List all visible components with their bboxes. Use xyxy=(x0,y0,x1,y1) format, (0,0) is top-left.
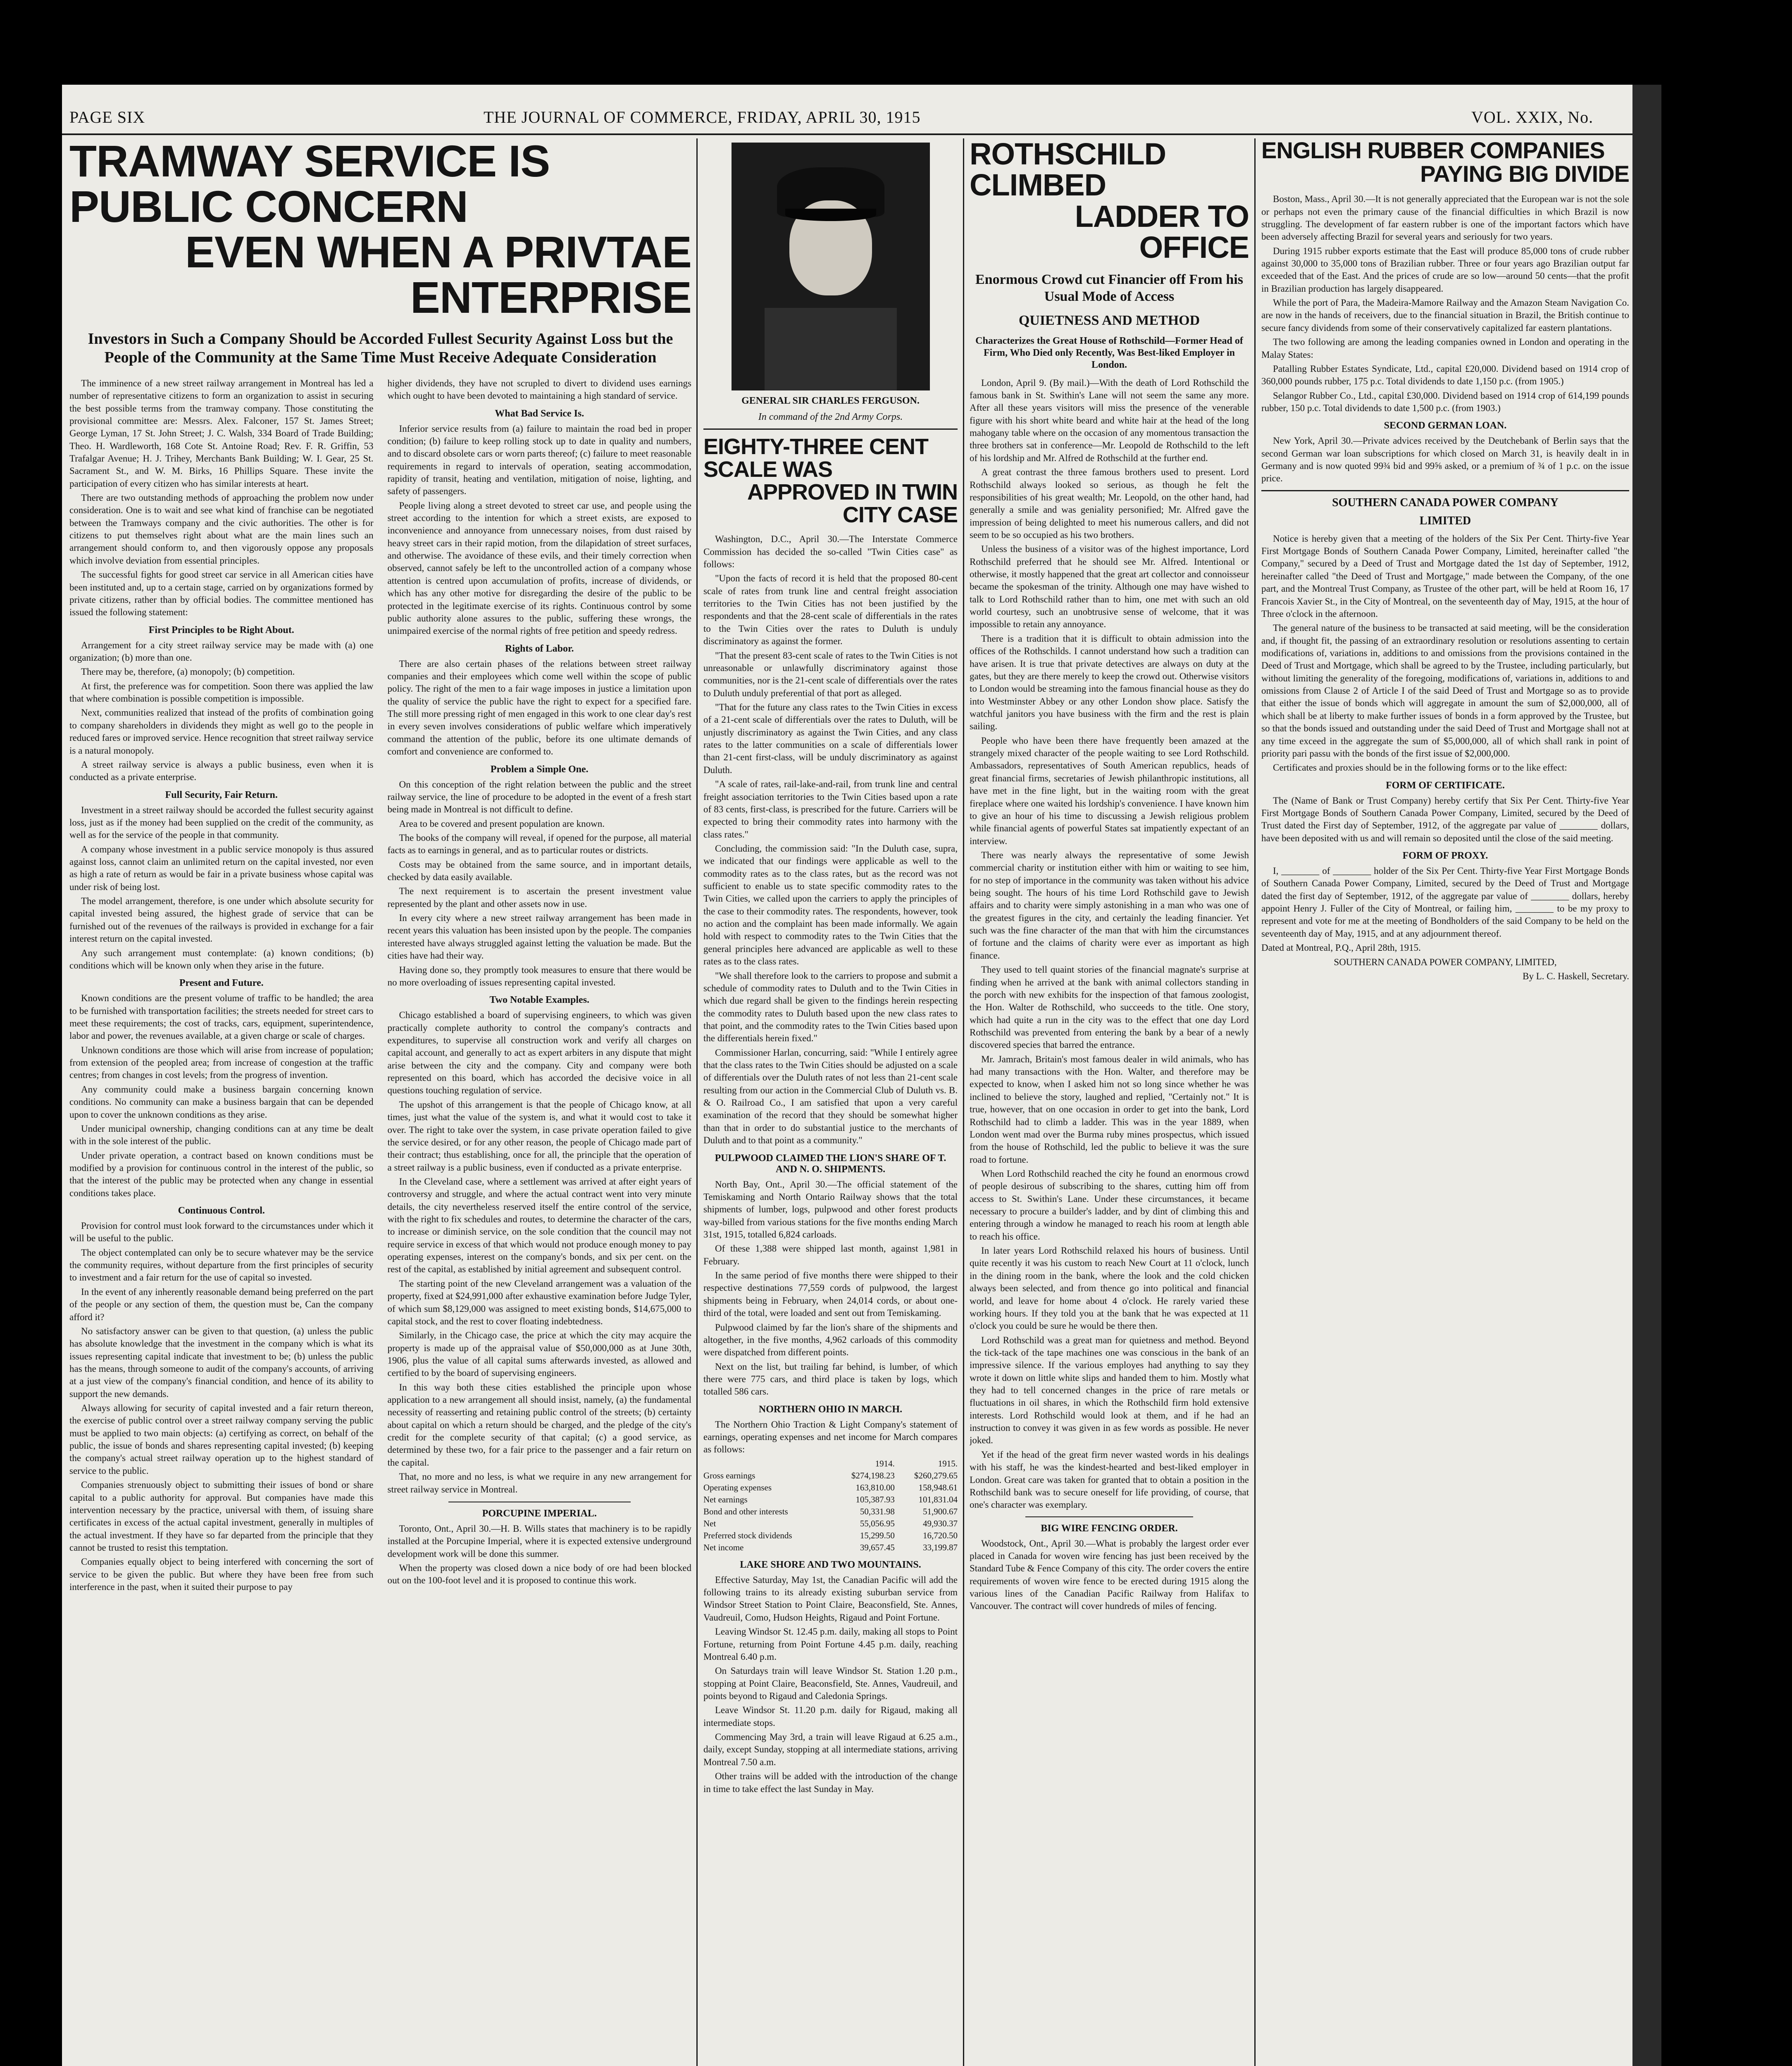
notice-title-2: LIMITED xyxy=(1419,514,1471,527)
paragraph: The starting point of the new Cleveland arrangement was a valuation of the property, fixed at $24,991,000 after exhaustive examination before Judge Tyler, of which sum $8,129,000 was assigned to meet existing bonds, $14,675,000 to capital stock, and the rest to cover floating indebtedness. xyxy=(387,1278,691,1326)
table-row xyxy=(703,1542,958,1554)
table-cell: 105,387.93 xyxy=(855,1494,895,1504)
paragraph: Chicago established a board of supervising engineers, to which was given practically complete authority to control the company's contracts and expenditures, to supervise all construction work and verify all charges on capital account, and generally to act as expert arbiters in any dispute that might arise between the city and the company. City and company were both represented on this board, which has accorded the decisive voice in all questions touching regulation of service. xyxy=(387,1010,691,1096)
paragraph: There is a tradition that it is difficult to obtain admission into the offices of the Rothschilds. I cannot understand how such a tradition can have arisen. It is true that private detectives are always on duty at the gates, but they are there merely to keep the crowd out. Otherwise visitors to London would be streaming into the famous financial house as they do into Westminster Abbey or any other London show place. Satisfy the watchful janitors you have business with the firm and the rest is plain sailing. xyxy=(970,633,1249,732)
table-cell: 163,810.00 xyxy=(855,1482,895,1492)
paragraph: Provision for control must look forward to the circumstances under which it will be useful to the public. xyxy=(69,1221,374,1244)
newspaper-page xyxy=(62,85,1632,2066)
paragraph: The general nature of the business to be transacted at said meeting, will be the consideration and, if thought fit, the passing of an extraordinary resolution or resolutions assenting to certain modifications of, variations in, additions to and omissions from the provisions contained in the Deed of Trust and Mortgage, which shall be agreed to by the Trustee, including particularly, but without limiting the generality of the foregoing, modifications of, variations in, additions to and omissions from Clause 2 of Article I of the said Deed of Trust and Mortgage so as to provide that either the issue of bonds which will aggregate in amount the sum of $2,000,000, all of which shall be at liberty to make further issues of bonds in a form approved by the Trustee, but so that the bonds issued and outstanding under the said Deed of Trust and Mortgage shall not at any time exceed in the aggregate the sum of $5,000,000, all of which shall rank in point of priority pari passu with the bonds of the first issue of $2,000,000. xyxy=(1261,623,1629,759)
paragraph: "We shall therefore look to the carriers to propose and submit a schedule of commodity rates to Duluth and to the Twin Cities in which due regard shall be given to the findings herein respecting the commodity rates to Duluth based upon the new class rates to that point, and the commodity rates to the Twin Cities based upon the differentials herein fixed." xyxy=(703,970,958,1044)
table-cell: Net xyxy=(703,1518,716,1528)
separator xyxy=(1025,1516,1193,1517)
paragraph: When the property was closed down a nice body of ore had been blocked out on the 100-foot level and it is proposed to continue this work. xyxy=(387,1563,691,1586)
dated-line: Dated at Montreal, P.Q., April 28th, 1915. xyxy=(1261,943,1421,953)
paragraph: Unless the business of a visitor was of the highest importance, Lord Rothschild preferred that he should see Mr. Alfred. Intentional or otherwise, it mostly happened that the great art collector and connoisseur became the spokesman of the trinity. Although one may have wished to talk to Lord Rothschild rather than to him, one met with such an old world courtesy, such an unobtrusive sense of welcome, that it was impossible to retain any annoyance. xyxy=(970,544,1249,630)
paragraph: Area to be covered and present population are known. xyxy=(399,818,605,829)
paragraph: There was nearly always the representative of some Jewish commercial charity or institution either with him or waiting to see him, for no step of importance in the community was taken without his advice being sought. The hours of his time Lord Rothschild gave to Jewish affairs and to charity were simply astonishing in a man who was one of the greatest figures in the city, and certainly the leading financier. Yet such was the fine character of the man that with him the circumstances of fortune and the claims of charity were ever as important as high finance. xyxy=(970,850,1249,961)
paragraph: In the same period of five months there were shipped to their respective destinations 77,559 cords of pulpwood, the largest shipments being in February, when 24,014 cords, or about one-third of the total, were loaded and sent out from Temiskaming. xyxy=(703,1270,958,1319)
column-rule xyxy=(1254,138,1256,2066)
subhead: Rights of Labor. xyxy=(505,643,574,654)
paragraph: In later years Lord Rothschild relaxed his hours of business. Until quite recently it was his custom to reach New Court at 11 o'clock, lunch in the dining room in the bank, where the look and the cold chicken always been selected, and from thence go into political and financial world, and leave for home about 4 o'clock. He rarely varied these working hours. If they told you at the bank that he was expected at 11 o'clock you could be sure he would be there then. xyxy=(970,1245,1249,1331)
tramway-headline-1: TRAMWAY SERVICE IS PUBLIC CONCERN xyxy=(69,138,550,232)
rothschild-headline-1: ROTHSCHILD CLIMBED xyxy=(970,138,1166,202)
table-cell: 51,900.67 xyxy=(923,1506,958,1516)
table-header-cell: 1914. xyxy=(875,1458,895,1469)
right-column xyxy=(1261,138,1629,2066)
paragraph: Any community could make a business bargain concerning known conditions. No community can make a business bargain that can be depended upon to cover the unknown conditions as they arise. xyxy=(69,1084,374,1120)
paragraph: higher dividends, they have not scrupled to divert to dividend uses earnings which ought to have been devoted to maintaining a high standard of service. xyxy=(387,378,691,401)
paragraph: The model arrangement, therefore, is one under which absolute security for capital invested being assured, the highest grade of service that can be furnished out of the revenues of the railways is provided in exchange for a fair interest return on the capital invested. xyxy=(69,896,374,944)
german-loan-title: SECOND GERMAN LOAN. xyxy=(1384,420,1507,431)
tramway-columns xyxy=(69,377,691,1595)
paragraph: Similarly, in the Chicago case, the price at which the city may acquire the property is made up of the appraisal value of $50,000,000 as at June 30th, 1906, plus the value of all capital sums afterwards invested, as allowed and certified to by the board of supervising engineers. xyxy=(387,1330,691,1378)
paragraph: Boston, Mass., April 30.—It is not generally appreciated that the European war is not the sole or perhaps not even the primary cause of the financial difficulties in which Brazil is now struggling. The development of far eastern rubber is one of the important factors which have been adversely affecting Brazil for several years and seriously for two years. xyxy=(1261,194,1629,242)
paper-date-line: THE JOURNAL OF COMMERCE, FRIDAY, APRIL 30, 1915 xyxy=(484,108,921,126)
table-cell: $274,198.23 xyxy=(851,1470,895,1480)
signoff-secretary: By L. C. Haskell, Secretary. xyxy=(1523,971,1629,981)
photo-caption: GENERAL SIR CHARLES FERGUSON. xyxy=(741,395,920,406)
fencing-title: BIG WIRE FENCING ORDER. xyxy=(1041,1523,1178,1534)
paragraph: London, April 9. (By mail.)—With the death of Lord Rothschild the famous bank in St. Swithin's Lane will not seem the same any more. After all these years visitors will miss the presence of the venerable figure with his short white beard and white hair at the head of the long mahogany table where on the occasion of any momentous transaction the three brothers sat in conference—Mr. Leopold de Rothschild to the left of his lordship and Mr. Alfred de Rothschild at the further end. xyxy=(970,377,1249,463)
paragraph: Next, communities realized that instead of the profits of combination going to company shareholders in dividends they might as well go to the people in reduced fares or improved service. Hence recognition that street railway service is a natural monopoly. xyxy=(69,707,374,756)
paragraph: Arrangement for a city street railway service may be made with (a) one organization; (b) more than one. xyxy=(69,640,374,663)
paragraph: Costs may be obtained from the same source, and in important details, checked by data easily available. xyxy=(387,859,691,883)
paragraph: Investment in a street railway should be accorded the fullest security against loss, just as if the money had been supplied on the credit of the community, as well as for the service of the people in that community. xyxy=(69,805,374,840)
separator xyxy=(703,428,958,430)
uniform-shape xyxy=(765,308,897,390)
table-cell: Net income xyxy=(703,1542,744,1552)
paragraph: Concluding, the commission said: "In the Duluth case, supra, we indicated that our findings were applicable as well to the commodity rates as to the class rates, but as the record was not sufficient to enable us to state specific commodity rates to the Twin Cities, we called upon the carriers to apply the principles of the case to their commodity rates. The respondents, however, took no action and the complaint has been made informally. We again hold with respect to commodity rates to the Twin Cities that the general principles here advanced are applicable as well to these rates as to the class rates. xyxy=(703,843,958,967)
subhead: Two Notable Examples. xyxy=(489,995,590,1006)
paragraph: A company whose investment in a public service monopoly is thus assured against loss, cannot claim an unlimited return on the capital invested, nor even as high a rate of return as would be fair in a private business whose capital was under risk of being lost. xyxy=(69,844,374,892)
rothschild-deck: Enormous Crowd cut Financier off From his Usual Mode of Access xyxy=(975,271,1243,304)
paragraph: The imminence of a new street railway arrangement in Montreal has led a number of representative citizens to form an organization to assist in securing the best possible terms from the tramway company. Those constituting the provisional committee are: Messrs. Alex. Falconer, 157 St. James Street; George Lyman, 17 St. John Street; J. C. Walsh, 334 Board of Trade Building; Theo. H. Wardleworth, 168 Cote St. Antoine Road; Rev. F. R. Griffin, 53 Trafalgar Avenue; H. J. Trihey, Merchants Bank Building; W. I. Gear, 25 St. Sacrament St., and W. M. Birks, 16 Phillips Square. These invite the participation of every citizen who has similar interests at heart. xyxy=(69,378,374,489)
paragraph: "That the present 83-cent scale of rates to the Twin Cities is not unreasonable or unlawfully discriminatory against those communities, nor is the 21-cent scale of differentials over the rates to Duluth unduly preferential of that port as alleged. xyxy=(703,650,958,698)
table-cell: Gross earnings xyxy=(703,1470,755,1480)
paragraph: On this conception of the right relation between the public and the street railway service, the line of procedure to be adopted in the event of a fresh start being made in Montreal is not difficult to define. xyxy=(387,779,691,815)
paragraph: Commencing May 3rd, a train will leave Rigaud at 6.25 a.m., daily, except Sunday, stopping at all intermediate stations, arriving Montreal 7.50 a.m. xyxy=(703,1732,958,1767)
paragraph: Leave Windsor St. 11.20 p.m. daily for Rigaud, making all intermediate stops. xyxy=(703,1705,958,1728)
rothschild-article xyxy=(970,138,1249,2066)
visor-shape xyxy=(785,209,876,221)
paragraph: No satisfactory answer can be given to that question, (a) unless the public has absolute knowledge that the investment in the company which is what its issues representing capital indicate that investment to be; (b) unless the public has the means, through someone to audit of the company's accounts, of arriving at a just view of the company's financial condition, and hence of its ability to support the new demands. xyxy=(69,1326,374,1399)
signoff: SOUTHERN CANADA POWER COMPANY, LIMITED, xyxy=(1334,957,1557,967)
paragraph: Washington, D.C., April 30.—The Interstate Commerce Commission has decided the so-called "Twin Cities case" as follows: xyxy=(703,534,958,570)
table-cell: Bond and other interests xyxy=(703,1506,788,1516)
rothschild-deck-2: QUIETNESS AND METHOD xyxy=(1018,313,1200,328)
paragraph: A great contrast the three famous brothers used to present. Lord Rothschild always looked so serious, as though he felt the responsibilities of his great wealth; Mr. Leopold, on the other hand, had generally a smile and was geniality personified; Mr. Alfred gave the impression of being delighted to meet his numerous callers, and did not seem to be so occupied as his two brothers. xyxy=(970,467,1249,540)
paragraph: The books of the company will reveal, if opened for the purpose, all material facts as to earnings in general, and as to particular routes or districts. xyxy=(387,832,691,856)
volume-number: VOL. XXIX, No. xyxy=(1471,108,1594,126)
paragraph: Patalling Rubber Estates Syndicate, Ltd., capital £20,000. Dividend based on 1914 crop of 360,000 pounds rubber, 175 p.c. Total dividends to date 1,150 p.c. (from 1905.) xyxy=(1261,363,1629,387)
paragraph: Notice is hereby given that a meeting of the holders of the Six Per Cent. Thirty-five Year First Mortgage Bonds of Southern Canada Power Company, Limited, hereinafter called "the Company," secured by a Deed of Trust and Mortgage dated the 1st day of September, 1912, hereinafter called "the Deed of Trust and Mortgage," made between the Company, of the one part, and the Montreal Trust Company, as Trustee of the other part, will be held at Room 16, 17 Francois Xavier St., in the City of Montreal, on the seventeenth day of May, 1915, at the hour of Three o'clock in the afternoon. xyxy=(1261,533,1629,619)
paragraph: Unknown conditions are those which will arise from increase of population; from extension of the peopled area; from increase of congestion at the traffic centres; from changes in cost levels; from the progress of invention. xyxy=(69,1045,374,1081)
paragraph: Selangor Rubber Co., Ltd., capital £30,000. Dividend based on 1914 crop of 614,199 pounds rubber, 150 p.c. Total dividends to date 1,500 p.c. (from 1903.) xyxy=(1261,390,1629,413)
running-header xyxy=(62,107,1632,132)
table-row xyxy=(703,1482,958,1494)
paragraph: Companies equally object to being interfered with concerning the sort of service to be given the public. But where they have been free from such interference in the past, when it suited their purpose to pay xyxy=(69,1557,374,1592)
subhead: Full Security, Fair Return. xyxy=(165,789,278,800)
paragraph: "A scale of rates, rail-lake-and-rail, from trunk line and central freight association territories to the Twin Cities based upon a rate of 83 cents, first-class, is prescribed for the future. Carriers will be expected to bring their commodity rates into harmony with the class rates." xyxy=(703,779,958,840)
photo-subcaption: In command of the 2nd Army Corps. xyxy=(758,412,903,422)
paragraph: In every city where a new street railway arrangement has been made in recent years this valuation has been insisted upon by the people. The companies interested have always struggled against letting the valuation be made. But the cities have had their way. xyxy=(387,913,691,961)
paragraph: Pulpwood claimed by far the lion's share of the shipments and altogether, in the five months, 4,962 carloads of this commodity were dispatched from different points. xyxy=(703,1322,958,1358)
table-cell: 33,199.87 xyxy=(923,1542,958,1552)
tramway-headline-2: EVEN WHEN A PRIVTAE ENTERPRISE xyxy=(185,227,691,323)
tramway-left-column xyxy=(69,377,374,1595)
rothschild-headline-2: LADDER TO OFFICE xyxy=(1075,199,1249,265)
tramway-right-column xyxy=(388,377,692,1595)
table-cell: 55,056.95 xyxy=(860,1518,895,1528)
paragraph: The upshot of this arrangement is that the people of Chicago know, at all times, just what the value of the system is, and what it would cost to take it over. The right to take over the system, in case private operation failed to give the service desired, or for any other reason, the people of Chicago made part of their contract; thus establishing, once for all, the principle that the operation of a street railway is a public business, even if conducted as a private enterprise. xyxy=(387,1099,691,1173)
paragraph: In the event of any inherently reasonable demand being preferred on the part of the people or any section of them, the question must be, Can the company afford it? xyxy=(69,1286,374,1322)
paragraph: Under private operation, a contract based on known conditions must be modified by a provision for continuous control in the interest of the public, so that the interest of the public may be protected when any change in essential conditions takes place. xyxy=(69,1150,374,1198)
paragraph: The object contemplated can only be to secure whatever may be the service the community requires, without departure from the first principles of security to investment and a fair return for the use of capital so invested. xyxy=(69,1247,374,1283)
proxy-title: FORM OF PROXY. xyxy=(1402,850,1488,862)
twin-city-headline-1: EIGHTY-THREE CENT SCALE WAS xyxy=(703,434,929,482)
rubber-headline-1: ENGLISH RUBBER COMPANIES xyxy=(1261,138,1605,163)
portrait-photo xyxy=(732,143,930,390)
table-row xyxy=(703,1470,958,1482)
paragraph: A street railway service is always a public business, even when it is conducted as a private enterprise. xyxy=(69,759,374,783)
table-cell: 49,930.37 xyxy=(923,1518,958,1528)
table-header-row xyxy=(703,1458,958,1470)
paragraph: Certificates and proxies should be in the following forms or to the like effect: xyxy=(1273,762,1567,773)
table-cell: 101,831.04 xyxy=(918,1494,958,1504)
paragraph: The next requirement is to ascertain the present investment value represented by the plant and other assets now in use. xyxy=(387,886,691,909)
paragraph: Toronto, Ont., April 30.—H. B. Wills states that machinery is to be rapidly installed at the Porcupine Imperial, where it is expected extensive underground development work will be done this summer. xyxy=(387,1523,691,1559)
table-cell: Preferred stock dividends xyxy=(703,1530,792,1540)
table-cell: 158,948.61 xyxy=(918,1482,958,1492)
certificate-title: FORM OF CERTIFICATE. xyxy=(1386,780,1505,791)
paragraph: "That for the future any class rates to the Twin Cities in excess of a 21-cent scale of differentials over the rates to Duluth, will be unjustly discriminatory as against the Twin Cities, and any class rates to the latter communities on a scale of differentials lower than 21-cent first-class, will be unduly discriminatory as against Duluth. xyxy=(703,702,958,775)
paragraph: Commissioner Harlan, concurring, said: "While I entirely agree that the class rates to the Twin Cities should be adjusted on a scale of differentials over the Duluth rates of not less than 21-cent scale resulting from our action in the Commercial Club of Duluth vs. B. & O. Railroad Co., I am satisfied that upon a very careful examination of the record that they should be somewhat higher than that in order to do substantial justice to the merchants of Duluth and to that point as a community." xyxy=(703,1047,958,1146)
paragraph: During 1915 rubber exports estimate that the East will produce 85,000 tons of crude rubber against 30,000 to 35,000 tons of Brazilian rubber. Three or four years ago Brazilian output far exceeded that of the East. And the prices of crude are so low—around 50 cents—that the profit in Brazilian production has largely disappeared. xyxy=(1261,245,1629,294)
table-row xyxy=(703,1530,958,1542)
paragraph: Leaving Windsor St. 12.45 p.m. daily, making all stops to Point Fortune, returning from Point Fortune 4.45 p.m. daily, reaching Montreal 6.40 p.m. xyxy=(703,1626,958,1662)
paragraph: The Northern Ohio Traction & Light Company's statement of earnings, operating expenses and net income for March compares as follows: xyxy=(703,1419,958,1455)
paragraph: The successful fights for good street car service in all American cities have been instituted and, up to a certain stage, carried on by organizations formed by private citizens, rather than by official bodies. The committee mentioned has issued the following statement: xyxy=(69,569,374,618)
ohio-title: NORTHERN OHIO IN MARCH. xyxy=(758,1404,903,1415)
paragraph: Of these 1,388 were shipped last month, against 1,981 in February. xyxy=(703,1243,958,1266)
subhead: What Bad Service Is. xyxy=(495,408,584,419)
paragraph: When Lord Rothschild reached the city he found an enormous crowd of people desirous of subscribing to the shares, cutting him off from access to St. Swithin's Lane. Under these circumstances, it became necessary to procure a builder's ladder, and by dint of climbing this and entering through a window he managed to reach his room at length able to reach his office. xyxy=(970,1168,1249,1242)
paragraph: Next on the list, but trailing far behind, is lumber, of which there were 775 cars, and third place is taken by logs, which totalled 586 cars. xyxy=(703,1361,958,1397)
notice-title: SOUTHERN CANADA POWER COMPANY xyxy=(1332,496,1558,509)
paragraph: The (Name of Bank or Trust Company) hereby certify that Six Per Cent. Thirty-five Year First Mortgage Bonds of Southern Canada Power Company, Limited, secured by the Deed of Trust dated the First day of September, 1912, of the aggregate par value of ________ dollars, have been deposited with us and will remain so deposited until the close of the said meeting. xyxy=(1261,795,1629,843)
table-cell: 39,657.45 xyxy=(860,1542,895,1552)
paragraph: New York, April 30.—Private advices received by the Deutchebank of Berlin says that the second German war loan subscriptions for which closed on March 31, is heavily dealt in in Germany and is now quoted 99¾ bid and 99⅝ asked, or a premium of ¾ of 1 p.c. on the issue price. xyxy=(1261,436,1629,484)
pulpwood-title: PULPWOOD CLAIMED THE LION'S SHARE OF T. AND N. O. SHIPMENTS. xyxy=(715,1152,946,1175)
column-rule xyxy=(696,138,698,2066)
table-cell: 15,299.50 xyxy=(860,1530,895,1540)
page-label: PAGE SIX xyxy=(69,108,145,126)
paragraph: In this way both these cities established the principle upon whose application to a new arrangement all should insist, namely, (a) the fundamental necessity of reasserting and retaining public control of the streets; (b) certainty about capital on which a return should be charged, and the pledge of the city's credit for the complete security of that capital; (c) a good service, as determined by these two, for a fair price to the passenger and a fair return on the capital. xyxy=(387,1382,691,1468)
tramway-deck: Investors in Such a Company Should be Accorded Fullest Security Against Loss but the People of the Community at the Same Time Must Receive Adequate Consideration xyxy=(88,330,673,367)
table-row xyxy=(703,1494,958,1506)
paragraph: On Saturdays train will leave Windsor St. Station 1.20 p.m., stopping at Point Claire, Beaconsfield, Ste. Annes, Vaudreuil, and points beyond to Rigaud and Caledonia Springs. xyxy=(703,1666,958,1701)
paragraph: Lord Rothschild was a great man for quietness and method. Beyond the tick-tack of the tape machines one was conscious in the bank of an impressive silence. If the various employes had anything to say they wrote it down on little white slips and handed them to him. Mostly what they had to tell concerned changes in the price of rare metals or fluctuations in oil shares, in which the Rothschild firm hold extensive interests. Lord Rothschild would look at them, and if he had an instruction to convey it was given in as few words as possible. He never joked. xyxy=(970,1335,1249,1446)
paragraph: That, no more and no less, is what we require in any new arrangement for street railway service in Montreal. xyxy=(387,1471,691,1495)
table-row xyxy=(703,1506,958,1518)
paragraph: At first, the preference was for competition. Soon there was applied the law that where combination is possible competition is impossible. xyxy=(69,681,374,704)
paragraph: "Upon the facts of record it is held that the proposed 80-cent scale of rates from trunk line and central freight association territories to the Twin Cities has not been justified by the respondents and that the 28-cent scale of differentials in the rates to the Twin Cities over the rates to Duluth is unduly discriminatory as against the former. xyxy=(703,573,958,647)
table-cell: 50,331.98 xyxy=(860,1506,895,1516)
ohio-earnings-table xyxy=(703,1458,958,1554)
paragraph: I, ________ of ________ holder of the Six Per Cent. Thirty-five Year First Mortgage Bonds of Southern Canada Power Company, Limited, secured by the Deed of Trust and Mortgage dated the first day of September, 1912, of the aggregate par value of ________ dollars, hereby appoint Henry J. Fuller of the City of Montreal, or failing him, ________ to be my proxy to represent and vote for me at the meeting of Bondholders of the said Company to be held on the seventeenth day of May, 1915, and at any adjournment thereof. xyxy=(1261,866,1629,939)
paragraph: Under municipal ownership, changing conditions can at any time be dealt with in the sole interest of the public. xyxy=(69,1123,374,1147)
paragraph: They used to tell quaint stories of the financial magnate's surprise at finding when he arrived at the bank with animal collectors standing in the porch with new exhibits for the inspection of that famous zoologist, the Hon. Walter de Rothschild, who succeeds to the title. One story, which had quite a run in the city was to the effect that one day Lord Rothschild was prevented from entering the bank by a bear of a newly discovered species that barred the entrance. xyxy=(970,964,1249,1050)
table-row xyxy=(703,1518,958,1530)
paragraph: There may be, therefore, (a) monopoly; (b) competition. xyxy=(81,666,295,677)
paragraph: Effective Saturday, May 1st, the Canadian Pacific will add the following trains to its already existing suburban service from Windsor Street Station to Point Claire, Beaconsfield, Ste. Annes, Vaudreuil, Como, Hudson Heights, Rigaud and Point Fortune. xyxy=(703,1574,958,1623)
paragraph: Companies strenuously object to submitting their issues of bond or share capital to a public authority for approval. But companies have made this intervention necessary by the practice, universal with them, of issuing share certificates in excess of the actual capital investment, generally in multiples of the actual investment. If they have so far departed from the principle that they cannot be trusted to resist this temptation. xyxy=(69,1480,374,1553)
paragraph: Other trains will be added with the introduction of the change in time to take effect the last Sunday in May. xyxy=(703,1771,958,1794)
paragraph: There are two outstanding methods of approaching the problem now under consideration. One is to wait and see what kind of franchise can be negotiated between the Tramways company and the civic authorities. The other is for citizens to put themselves right about what are the main lines such an arrangement should conform to, and then vigorously oppose any proposals which involve deviation from essential principles. xyxy=(69,493,374,566)
paragraph: Having done so, they promptly took measures to ensure that there would be no more overloading of issues representing capital invested. xyxy=(387,964,691,988)
tramway-article xyxy=(69,138,691,2066)
table-cell: $260,279.65 xyxy=(914,1470,958,1480)
header-rule xyxy=(62,133,1632,135)
paragraph: Inferior service results from (a) failure to maintain the road bed in proper condition; (b) failure to keep rolling stock up to date in quality and numbers, and to discard obsolete cars or worn parts thereof; (c) failure to meet reasonable requirements in regard to intervals of operation, seating accommodation, rapidity of transit, heating and ventilation, mitigation of noise, lighting, and safety of passengers. xyxy=(387,423,691,497)
paragraph: There are also certain phases of the relations between street railway companies and their employees which come well within the scope of public policy. The right of the men to a fair wage imposes in justice a limitation upon the quality of service the public have the right to expect for a specified fare. The still more pressing right of men engaged in this work to one clear day's rest in every seven involves considerations of public welfare which imperatively command the attention of the public, before its one ultimate demands of comfort and convenience are conformed to. xyxy=(387,658,691,757)
paragraph: North Bay, Ont., April 30.—The official statement of the Temiskaming and North Ontario Railway shows that the total shipments of lumber, logs, pulpwood and other forest products way-billed from various stations for the five months ending March 31st, 1915, totalled 6,824 carloads. xyxy=(703,1179,958,1240)
paragraph: While the port of Para, the Madeira-Mamore Railway and the Amazon Steam Navigation Co. are now in the hands of receivers, due to the financial situation in Brazil, the British continue to secure fancy dividends from some of their conservatively capitalized far eastern plantations. xyxy=(1261,298,1629,333)
paragraph: The two following are among the leading companies owned in London and operating in the Malay States: xyxy=(1261,337,1629,360)
porcupine-title: PORCUPINE IMPERIAL. xyxy=(482,1508,597,1519)
separator xyxy=(1261,490,1629,491)
table-header-cell xyxy=(703,1458,832,1470)
table-cell: Operating expenses xyxy=(703,1482,772,1492)
table-cell: Net earnings xyxy=(703,1494,748,1504)
rothschild-deck-3: Characterizes the Great House of Rothschild—Former Head of Firm, Who Died only Recently, Was Best-liked Employer in London. xyxy=(975,336,1243,370)
paragraph: People who have been there have frequently been amazed at the strangely mixed character of the people waiting to see Lord Rothschild. Ambassadors, representatives of South American republics, heads of great financial firms, secretaries of Jewish philanthropic institutions, all have met in the fine light, but in the waiting room with the great fireplace where one waited his lordship's convenience. I have known him to give an hour of his time to discussing a Jewish religious problem while financial agents of powerful States sat impatiently expectant of an interview. xyxy=(970,735,1249,846)
column-rule xyxy=(963,138,964,2066)
paragraph: Yet if the head of the great firm never wasted words in his dealings with his staff, he was the kindest-hearted and best-liked employer in London. Great care was taken for granted that to obtain a position in the Rothschild bank was to secure oneself for life providing, of course, that one's character was exemplary. xyxy=(970,1449,1249,1510)
table-header-cell: 1915. xyxy=(938,1458,958,1469)
paragraph: Any such arrangement must contemplate: (a) known conditions; (b) conditions which will be known only when they arise in the future. xyxy=(69,947,374,971)
paragraph: Woodstock, Ont., April 30.—What is probably the largest order ever placed in Canada for woven wire fencing has just been received by the Standard Tube & Fence Company of this city. The order covers the entire requirements of woven wire fence to be erected during 1915 along the various lines of the Canadian Pacific Railway from Halifax to Vancouver. The contract will cover hundreds of miles of fencing. xyxy=(970,1538,1249,1611)
paragraph: In the Cleveland case, where a settlement was arrived at after eight years of controversy and struggle, and where the actual contract went into very minute details, the city nevertheless reserved itself the entire control of the service, with the right to fix schedules and routes, to determine the character of the cars, to increase or diminish service, on the sole condition that the council may not require service in excess of that which would not produce enough money to pay operating expenses, interest on the company's bonds, and six per cent. on the rest of the capital, as established by initial agreement and subsequent control. xyxy=(387,1176,691,1275)
middle-column xyxy=(703,138,958,2066)
scan-margin xyxy=(1632,85,1661,2066)
subhead: Problem a Simple One. xyxy=(490,764,589,775)
twin-city-headline-2: APPROVED IN TWIN CITY CASE xyxy=(747,480,958,528)
subhead: First Principles to be Right About. xyxy=(148,624,294,636)
table-cell: 16,720.50 xyxy=(923,1530,958,1540)
rubber-headline-2: PAYING BIG DIVIDE xyxy=(1420,161,1629,187)
subhead: Continuous Control. xyxy=(178,1205,265,1216)
subhead: Present and Future. xyxy=(179,978,264,989)
lake-shore-title: LAKE SHORE AND TWO MOUNTAINS. xyxy=(740,1559,921,1570)
paragraph: People living along a street devoted to street car use, and people using the street according to the intention for which a street exists, are exposed to inconvenience and annoyance from unnecessary noises, from dust raised by heavy street cars in their rapid motion, from the dilapidation of street surfaces, and otherwise. The avoidance of these evils, and their timely correction when observed, cannot safely be left to the uncontrolled action of a company whose attention is centred upon accumulation of profits, increase of dividends, or which has any other motive for disregarding the desire of the public to be protected in the legitimate exercise of its rights. Continuous control by some public authority alone assures to the public, suffering these wrongs, the unimpaired exercise of the normal rights of free petition and speedy redress. xyxy=(387,500,691,636)
paragraph: Known conditions are the present volume of traffic to be handled; the area to be furnished with transportation facilities; the streets needed for street cars to meet these requirements; the cost of tracks, cars, equipment, superintendence, labor and power, the revenues available, at a given charge or scale of charges. xyxy=(69,993,374,1041)
paragraph: Always allowing for security of capital invested and a fair return thereon, the exercise of public control over a street railway company serving the public must be applied to two main objects: (a) certifying as correct, on behalf of the public, the issue of bonds and shares representing capital invested; (b) keeping the company's actual street railway operation up to the highest standard of service to the public. xyxy=(69,1403,374,1476)
paragraph: Mr. Jamrach, Britain's most famous dealer in wild animals, who has had many transactions with the Hon. Walter, and therefore may be expected to know, when I asked him not so long since whether he was inclined to believe the story, laughed and replied, "Certainly not." It is true, however, that on one occasion in order to get into the bank, Lord Rothschild had to climb a ladder. This was in the year 1889, when London went mad over the Burma ruby mines prospectus, which issued from the house of Rothschild, led the public to believe it was the sure road to fortune. xyxy=(970,1054,1249,1165)
